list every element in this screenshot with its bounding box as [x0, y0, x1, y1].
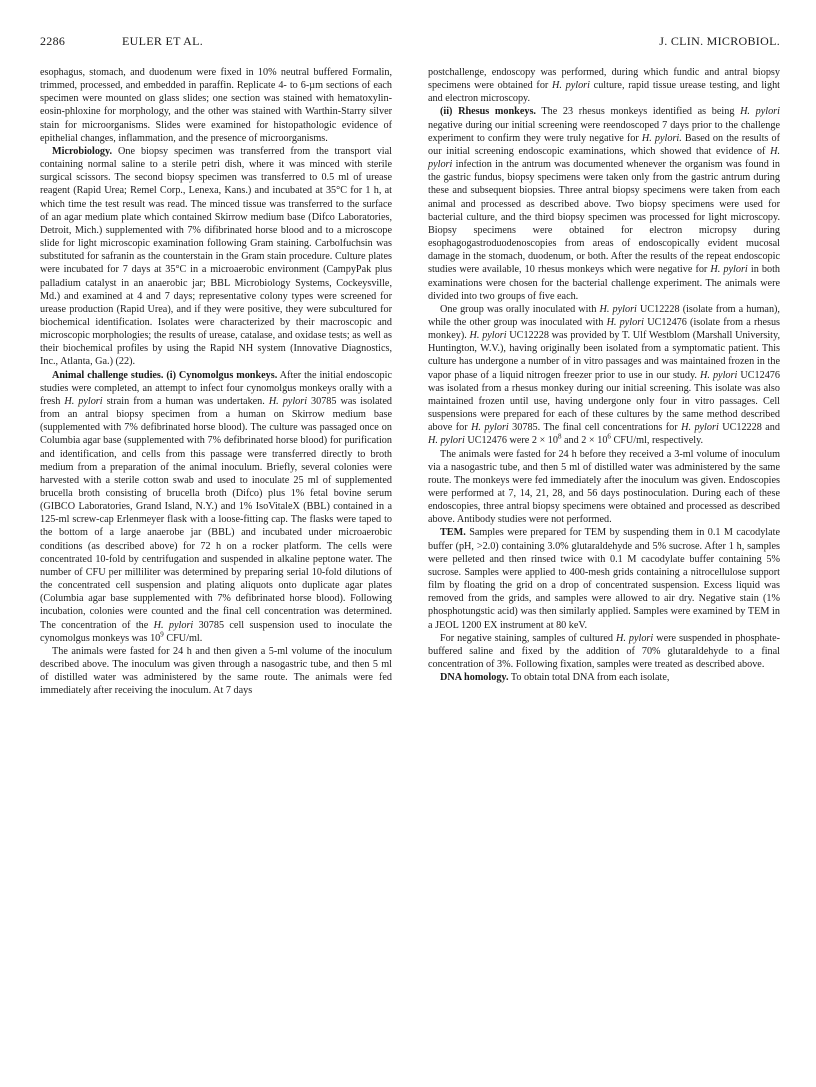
species-name: H. pylori.	[641, 132, 682, 144]
paragraph-negative-staining: For negative staining, samples of cultured H. pylori were suspended in phosphate-buffered saline and fixed by the addition of 70% glutaraldehyde to a final concentration of 3%. Following fixation, samples were treated as described above.	[428, 632, 780, 671]
paragraph-histology: esophagus, stomach, and duodenum were fixed in 10% neutral buffered Formalin, trimmed, processed, and embedded in paraffin. Replicate 4- to 6-µm sections of each specimen were mounted on glass slides; one section was stained with hematoxylin-eosin-phloxine for morphology, and the other was stained with Warthin-Starry silver stain for microorganisms. Slides were examined for histopathologic evidence of epithelial changes, inflammation, and the presence of microorganisms.	[40, 67, 392, 144]
paragraph-postchallenge: postchallenge, endoscopy was performed, during which fundic and antral biopsy specimens were obtained for H. pylori culture, rapid tissue urease testing, and light and electron microscopy.	[428, 67, 780, 105]
exponent: 8	[557, 432, 562, 441]
species-name: H. pylori	[681, 422, 719, 434]
section-heading-tem: TEM.	[440, 527, 466, 539]
journal-name: J. CLIN. MICROBIOL.	[659, 34, 780, 48]
paragraph-tem: TEM. Samples were prepared for TEM by suspending them in 0.1 M cacodylate buffer (pH, >2.0) containing 3.0% glutaraldehyde and 5% sucrose. After 1 h, samples were pelleted and then rinsed twice with 0.1 M cacodylate buffer containing 5% sucrose. Samples were applied to 400-mesh grids containing a nitrocellulose support film by floating the grid on a drop of concentrated suspension. Excess liquid was removed from the grids, and samples were allowed to air dry. Negative stain (1% phosphotungstic acid) was then similarly applied. Samples were examined by TEM in a JEOL 1200 EX instrument at 80 keV.	[428, 527, 780, 631]
paragraph-cynomolgus-inoculation: The animals were fasted for 24 h and then given a 5-ml volume of the inoculum described above. The inoculum was given through a nasogastric tube, and then 5 ml of distilled water was administered by the same route. The animals were fed immediately after receiving the inoculum. At 7 days	[40, 645, 392, 697]
paragraph-rhesus-monkeys: (ii) Rhesus monkeys. The 23 rhesus monkeys identified as being H. pylori negative during our initial screening were reendoscoped 7 days prior to the challenge experiment to confirm they were truly negative for H. pylori. Based on the results of our initial screening endoscopic examinations, which showed that evidence of H. pylori infection in the antrum was documented whenever the organism was found in the gastric fundus, biopsy specimens were taken only from the gastric antrum during these and subsequent biopsies. Three antral biopsy specimens were taken from each animal and processed as described above. Two biopsy specimens were used for bacterial culture, and the third biopsy specimen was processed for light microscopy. Biopsy specimens were obtained for electron micropsy during esophagogastroduodenoscopies from areas of endoscopically evident mucosal damage in the stomach, duodenum, or both. After the results of the repeat endoscopic studies were available, 10 rhesus monkeys which were negative for H. pylori in both examinations were chosen for the bacterial challenge experiment. The animals were divided into two groups of five each.	[428, 106, 780, 302]
page-number: 2286	[40, 34, 66, 48]
paragraph-microbiology: Microbiology. One biopsy specimen was transferred from the transport vial containing normal saline to a sterile petri dish, where it was minced with sterile surgical scissors. The second biopsy specimen was transferred to 0.5 ml of urease reagent (Rapid Urea; Remel Corp., Lenexa, Kans.) and incubated at 35°C for 1 h, at which time the test result was read. The minced tissue was transferred to the surface of an agar medium plate which contained Skirrow medium base (Difco Laboratories, Detroit, Mich.) supplemented with 7% difibrinated horse blood and to a microscope slide for light microscopic examination following Gram staining. Carbolfuchsin was substituted for safranin as the counterstain in the Gram stain procedure. Culture plates were incubated for 7 days at 35°C in a microaerobic environment (CampyPak plus palladium catalyst in an anaerobic jar; BBL Microbiology Systems, Cockeysville, Md.) and examined at 4 and 7 days; representative colony types were screened for urease production (Rapid Urea), and if they were positive, they were subcultured for biochemical identification. Isolates were characterized by their macroscopic and microscopic morphologies; the results of urease, catalase, and oxidase tests; as well as their biochemical profiles by using the Rapid NH system (Innovative Diagnostics, Inc., Atlanta, Ga.) (22).	[40, 145, 392, 368]
right-column	[428, 66, 780, 684]
section-heading-rhesus: (ii) Rhesus monkeys.	[440, 106, 536, 118]
exponent: 6	[607, 432, 611, 441]
species-name: H. pylori	[599, 303, 637, 315]
species-name: H. pylori	[428, 435, 465, 447]
species-name: H. pylori	[64, 395, 103, 407]
species-name: H. pylori	[471, 422, 509, 434]
species-name: H. pylori	[469, 330, 507, 342]
running-authors: EULER ET AL.	[122, 34, 204, 48]
species-name: H. pylori	[740, 106, 780, 118]
section-heading-animal-challenge: Animal challenge studies. (i) Cynomolgus monkeys.	[52, 369, 278, 381]
species-name: H. pylori	[268, 395, 308, 407]
running-header	[40, 34, 780, 50]
section-heading-microbiology: Microbiology.	[52, 145, 113, 157]
species-name: H. pylori	[428, 145, 780, 171]
species-name: H. pylori	[710, 264, 748, 276]
section-heading-dna-homology: DNA homology.	[440, 672, 509, 684]
paragraph-dna-homology: DNA homology. To obtain total DNA from each isolate,	[440, 672, 670, 684]
paragraph-rhesus-inoculation: The animals were fasted for 24 h before they received a 3-ml volume of inoculum via a nasogastric tube, and then 5 ml of distilled water was administered by the same route. The monkeys were fed immediately after the inoculum was given. Endoscopies were performed at 7, 14, 21, 28, and 56 days postinoculation. During each of these endoscopies, three antral biopsy specimens were obtained and processed as described above. Antibody studies were not performed.	[428, 448, 780, 526]
paragraph-inoculation-groups: One group was orally inoculated with H. pylori UC12228 (isolate from a human), while the other group was inoculated with H. pylori UC12476 (isolate from a rhesus monkey). H. pylori UC12228 was provided by T. Ulf Westblom (Marshall University, Huntington, W.V.), having originally been isolated from a symptomatic patient. This culture has undergone a number of in vitro passages and was maintained frozen in the vapor phase of a liquid nitrogen freezer prior to use in our study. H. pylori UC12476 was isolated from a rhesus monkey during our initial screening. This isolate was also maintained frozen until use, having undergone only four in vitro passages. Cell suspensions were prepared for each of these cultures by the same method described above for H. pylori 30785. The final cell concentrations for H. pylori UC12228 and H. pylori UC12476 were $2 \times 10^8$ and $2 \times 10^6$ CFU/ml, respectively.	[428, 303, 780, 447]
species-name: H. pylori	[616, 632, 654, 644]
species-name: H. pylori	[606, 316, 645, 328]
species-name: H. pylori	[552, 80, 590, 92]
paragraph-cynomolgus-challenge: Animal challenge studies. (i) Cynomolgus monkeys. After the initial endoscopic studies were completed, an attempt to infect four cynomolgus monkeys orally with a fresh H. pylori strain from a human was undertaken. H. pylori 30785 was isolated from an antral biopsy specimen from a human on Skirrow medium base (supplemented with 7% defibrinated horse blood). The culture was passaged once on Columbia agar base (supplemented with 7% defibrinated horse blood) for purification and identification, and cells from this passage were transferred directly to broth medium from a preparation of the animal inoculum. Briefly, several colonies were harvested with a sterile cotton swab and used to inoculate 25 ml of supplemented brucella broth consisting of brucella broth (Difco) plus 1% fetal bovine serum (GIBCO Laboratories, Grand Island, N.Y.) and 1% IsoVitaleX (BBL) contained in a 125-ml screw-cap Erlenmeyer flask with a loose-fitting cap. The flasks were taped to the bottom of a large anaerobe jar (BBL) and incubated under microaerobic conditions (as described above) for 72 h on a rocker platform. The cells were concentrated 10-fold by centrifugation and suspended in alkaline peptone water. The number of CFU per milliliter was determined by preparing serial 10-fold dilutions of the concentrated cell suspension and plating aliquots onto duplicate agar plates (Columbia agar base supplemented with 7% defibrinated horse blood). Following incubation, colonies were counted and the final cell concentration was determined. The concentration of the H. pylori 30785 cell suspension used to inoculate the cynomolgus monkeys was $10^9$ CFU/ml.	[40, 369, 392, 644]
species-name: H. pylori	[699, 369, 738, 381]
species-name: H. pylori	[153, 619, 194, 631]
exponent: 9	[160, 630, 164, 639]
left-column	[40, 66, 392, 698]
